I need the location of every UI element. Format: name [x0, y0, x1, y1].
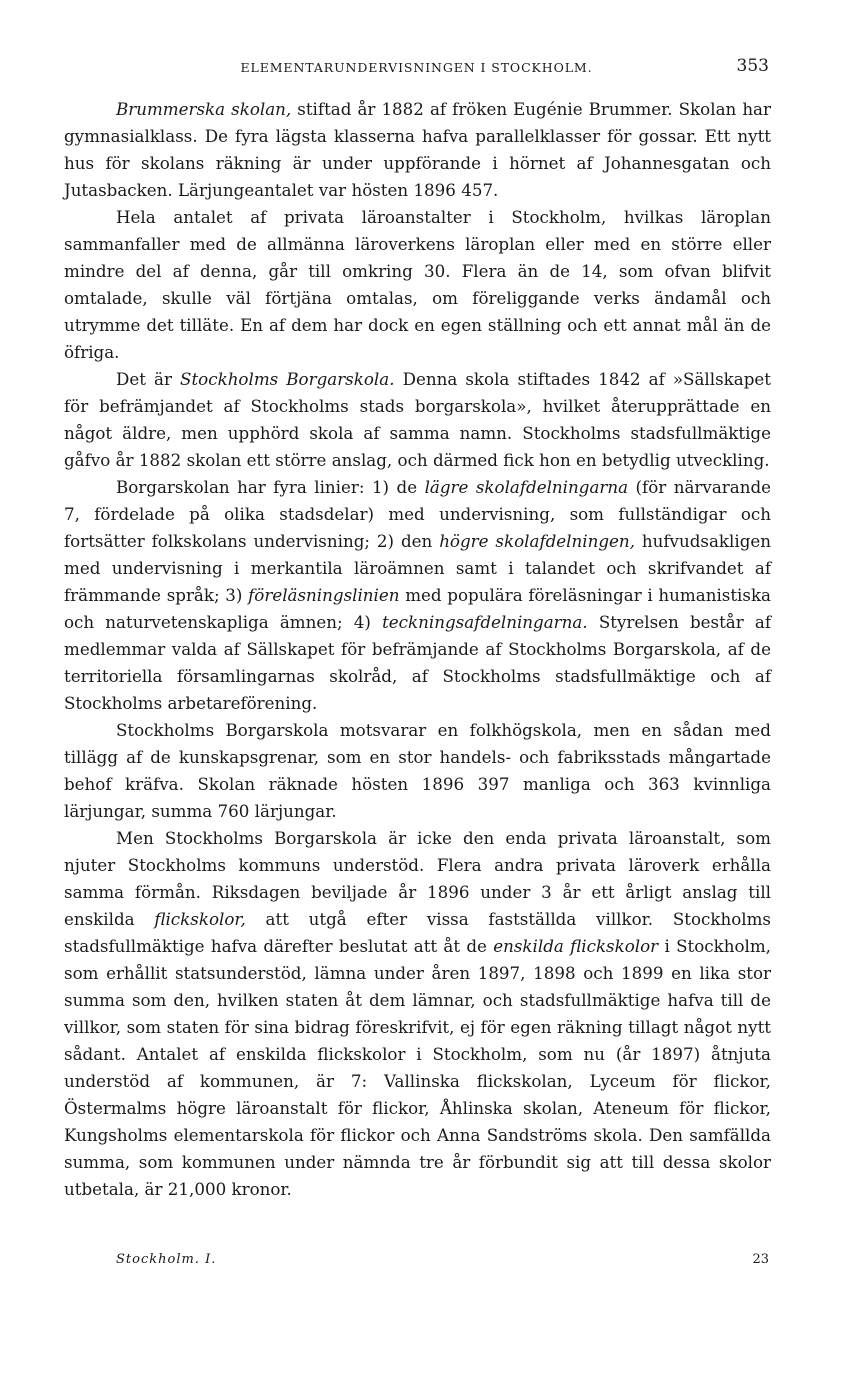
text-run: i Stockholm, som erhållit statsunderstöd, lämna under åren 1897, 1898 och 1899 en lika stor summa som den, hvilken staten åt dem lämnar, och stadsfullmäktige hafva till de villkor, som staten för sina bidrag föreskrifvit, ej för egen räkning tillagt något nytt sådant. Antalet af enskilda flickskolor i Stockholm, som nu (år 1897) åtnjuta understöd af kommunen, är 7: Vallinska flickskolan, Lyceum för flickor, Östermalms högre läroanstalt för flickor, Åhlinska skolan, Ateneum för flickor, Kungsholms elementarskola för flickor och Anna Sandströms skola. Den samfällda summa, som kommunen under nämnda tre år förbundit sig att till dessa skolor utbetala, är 21,000 kronor. [64, 936, 771, 1199]
text-run: stiftad år 1882 af fröken Eugénie Brummer. Skolan har gymnasialklass. De fyra lägsta klasserna hafva parallelklasser för gossar. Ett nytt hus för skolans räkning är under uppförande i hörnet af Johannesgatan och Jutasbacken. Lärjungeantalet var hösten 1896 457. [64, 99, 771, 200]
paragraph [64, 204, 771, 366]
text-run: Denna skola stiftades 1842 af »Sällskapet för befrämjandet af Stockholms stads borgarskola», hvilket återupprättade en något äldre, men upphörd skola af samma namn. Stockholms stadsfullmäktige gåfvo år 1882 skolan ett större anslag, och därmed fick hon en betydlig utveckling. [64, 369, 771, 470]
paragraph [64, 474, 771, 717]
paragraph [64, 96, 771, 204]
italic-run: flickskolor, [154, 909, 246, 929]
italic-run: Stockholms Borgarskola. [180, 369, 395, 389]
text-run: att utgå efter vissa fastställda villkor. Stockholms stadsfullmäktige hafva därefter beslutat att åt de [64, 909, 771, 956]
italic-run: föreläsningslinien [248, 585, 400, 605]
sheet-number: 23 [752, 1252, 769, 1267]
text-run: Det är [116, 369, 181, 389]
body-text [64, 96, 771, 1203]
text-run: (för närvarande 7, fördelade på olika stadsdelar) med undervisning, som fullständigar och fortsätter folkskolans undervisning; 2) den [64, 477, 771, 551]
italic-run: enskilda flickskolor [493, 936, 659, 956]
paragraph [64, 366, 771, 474]
text-run: Borgarskolan har fyra linier: 1) de [116, 477, 425, 497]
italic-run: Brummerska skolan, [116, 99, 292, 119]
text-run: Stockholms Borgarskola motsvarar en folkhögskola, men en sådan med tillägg af de kunskapsgrenar, som en stor handels- och fabriksstads mångartade behof kräfva. Skolan räknade hösten 1896 397 manliga och 363 kvinnliga lärjungar, summa 760 lärjungar. [64, 720, 771, 821]
text-run: Styrelsen består af medlemmar valda af Sällskapet för befrämjande af Stockholms Borgarskola, af de territoriella församlingarnas skolråd, af Stockholms stadsfullmäktige och af Stockholms arbetareförening. [64, 612, 771, 713]
text-run: hufvudsakligen med undervisning i merkantila läroämnen samt i talandet och skrifvandet af främmande språk; 3) [64, 531, 772, 605]
page-number: 353 [736, 56, 769, 76]
printer-signature: Stockholm. I. [116, 1252, 217, 1267]
paragraph [64, 825, 771, 1203]
italic-run: lägre skolafdelningarna [424, 477, 629, 497]
paragraph [64, 717, 771, 825]
text-run: med populära föreläsningar i humanistiska och naturvetenskapliga ämnen; 4) [64, 585, 772, 632]
italic-run: teckningsafdelningarna. [382, 612, 588, 632]
text-run: Men Stockholms Borgarskola är icke den enda privata läroanstalt, som njuter Stockholms kommuns understöd. Flera andra privata läroverk erhålla samma förmån. Riksdagen beviljade år 1896 under 3 år ett årligt anslag till enskilda [64, 828, 771, 929]
page-footer [116, 1252, 769, 1272]
italic-run: högre skolafdelningen, [439, 531, 635, 551]
running-title: ELEMENTARUNDERVISNINGEN I STOCKHOLM. [240, 60, 593, 75]
text-run: Hela antalet af privata läroanstalter i Stockholm, hvilkas läroplan sammanfaller med de allmänna läroverkens läroplan eller med en större eller mindre del af denna, går till omkring 30. Flera än de 14, som ofvan blifvit omtalade, skulle väl förtjäna omtalas, om föreliggande verks ändamål och utrymme det tilläte. En af dem har dock en egen ställning och ett annat mål än de öfriga. [64, 207, 771, 362]
running-head [64, 60, 769, 82]
